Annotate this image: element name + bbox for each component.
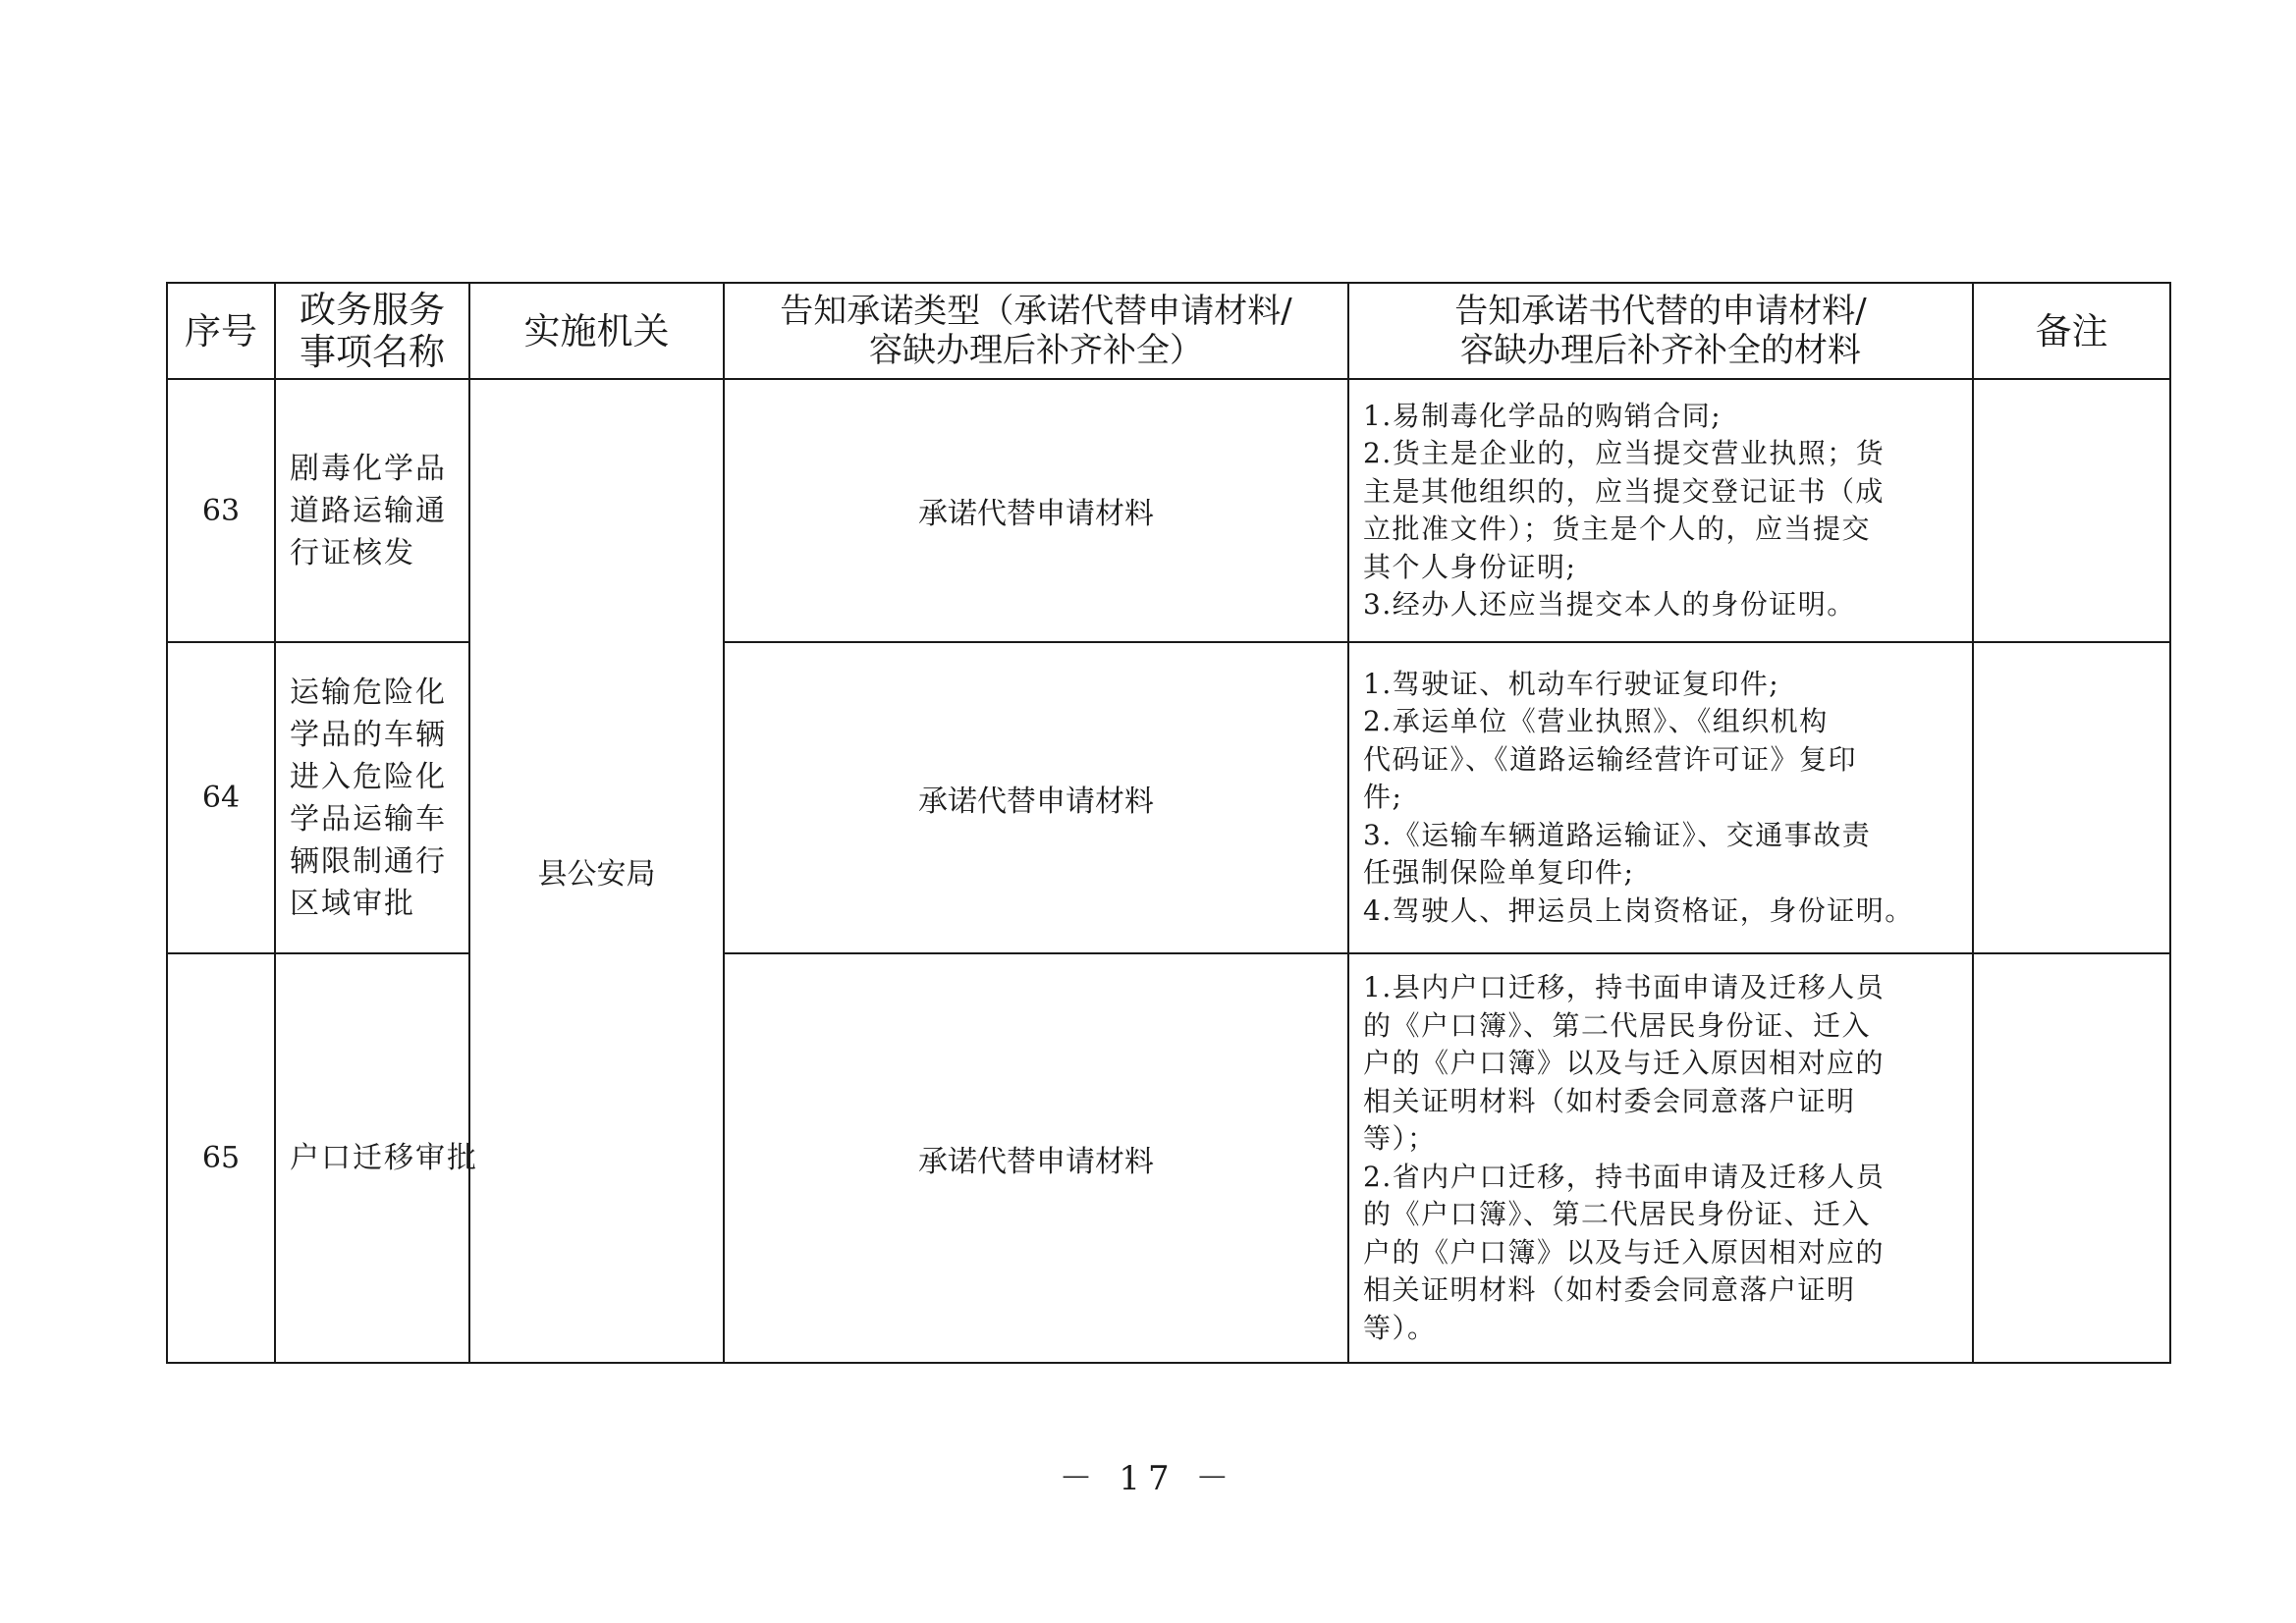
item-name-line: 道路运输通 [290, 493, 447, 528]
material-line: 户的《户口簿》以及与迁入原因相对应的 [1363, 1235, 1886, 1269]
row-seq: 64 [167, 642, 275, 953]
material-line: 任强制保险单复印件; [1363, 856, 1635, 890]
table-row [167, 953, 2170, 1363]
header-materials-line: 容缺办理后补齐补全的材料 [1460, 331, 1861, 370]
row-commit-type: 承诺代替申请材料 [724, 953, 1348, 1363]
row-commit-type: 承诺代替申请材料 [724, 642, 1348, 953]
material-line: 的《户口簿》、第二代居民身份证、迁入 [1363, 1008, 1872, 1042]
item-name-line: 剧毒化学品 [290, 451, 447, 486]
material-line: 相关证明材料（如村委会同意落户证明 [1363, 1084, 1856, 1117]
row-remark [1973, 953, 2170, 1363]
material-line: 户的《户口簿》以及与迁入原因相对应的 [1363, 1047, 1886, 1079]
row-seq: 63 [167, 379, 275, 642]
page-number: － 17 － [1059, 1459, 1237, 1498]
material-line: 代码证》、《道路运输经营许可证》复印 [1363, 742, 1858, 776]
material-line: 2.承运单位《营业执照》、《组织机构 [1363, 705, 1829, 738]
header-remark: 备注 [1973, 283, 2170, 379]
item-name-line: 学品的车辆 [290, 717, 447, 752]
row-item-name [275, 953, 478, 1363]
commitment-table [166, 282, 2171, 1364]
material-line: 等）； [1363, 1122, 1437, 1155]
header-item-name [275, 283, 469, 379]
material-line: 1.驾驶证、机动车行驶证复印件; [1363, 667, 1780, 700]
row-item-name [275, 642, 469, 953]
header-commit-type [724, 283, 1348, 379]
material-line: 等）。 [1363, 1311, 1437, 1344]
table-row [167, 379, 2170, 642]
header-item-name-line: 事项名称 [300, 331, 445, 373]
material-line: 相关证明材料（如村委会同意落户证明 [1363, 1273, 1856, 1306]
row-materials [1348, 642, 1973, 953]
row-remark [1973, 379, 2170, 642]
item-name-line: 户口迁移审批 [290, 1141, 478, 1175]
material-line: 4.驾驶人、押运员上岗资格证，身份证明。 [1363, 893, 1914, 927]
header-item-name-line: 政务服务 [300, 289, 445, 331]
material-line: 1.县内户口迁移，持书面申请及迁移人员 [1363, 971, 1886, 1003]
row-item-name [275, 379, 469, 642]
row-agency: 县公安局 [469, 379, 724, 1363]
material-line: 主是其他组织的，应当提交登记证书（成 [1363, 474, 1886, 508]
header-commit-type-line: 容缺办理后补齐补全） [869, 331, 1203, 370]
header-agency: 实施机关 [469, 283, 724, 379]
row-materials [1348, 379, 1973, 642]
item-name-line: 辆限制通行 [290, 843, 447, 879]
material-line: 2.货主是企业的，应当提交营业执照；货 [1363, 437, 1886, 469]
header-materials [1348, 283, 1973, 379]
material-line: 3.《运输车辆道路运输证》、交通事故责 [1363, 818, 1872, 851]
row-remark [1973, 642, 2170, 953]
row-seq: 65 [167, 953, 275, 1363]
item-name-line: 学品运输车 [290, 801, 447, 837]
item-name-line: 区域审批 [290, 886, 415, 921]
material-line: 其个人身份证明; [1363, 550, 1577, 583]
material-line: 1.易制毒化学品的购销合同; [1363, 399, 1722, 432]
table-header-row [167, 283, 2170, 379]
header-materials-line: 告知承诺书代替的申请材料/ [1454, 292, 1867, 331]
item-name-line: 运输危险化 [290, 675, 447, 710]
material-line: 的《户口簿》、第二代居民身份证、迁入 [1363, 1198, 1872, 1230]
header-seq: 序号 [167, 283, 275, 379]
material-line: 立批准文件）；货主是个人的，应当提交 [1363, 513, 1872, 545]
header-commit-type-line: 告知承诺类型（承诺代替申请材料/ [780, 292, 1292, 331]
material-line: 2.省内户口迁移，持书面申请及迁移人员 [1363, 1160, 1886, 1193]
row-materials [1348, 953, 1973, 1363]
material-line: 3.经办人还应当提交本人的身份证明。 [1363, 588, 1856, 621]
item-name-line: 进入危险化 [290, 759, 447, 794]
row-commit-type: 承诺代替申请材料 [724, 379, 1348, 642]
item-name-line: 行证核发 [290, 535, 415, 570]
material-line: 件; [1363, 781, 1403, 814]
table-row [167, 642, 2170, 953]
